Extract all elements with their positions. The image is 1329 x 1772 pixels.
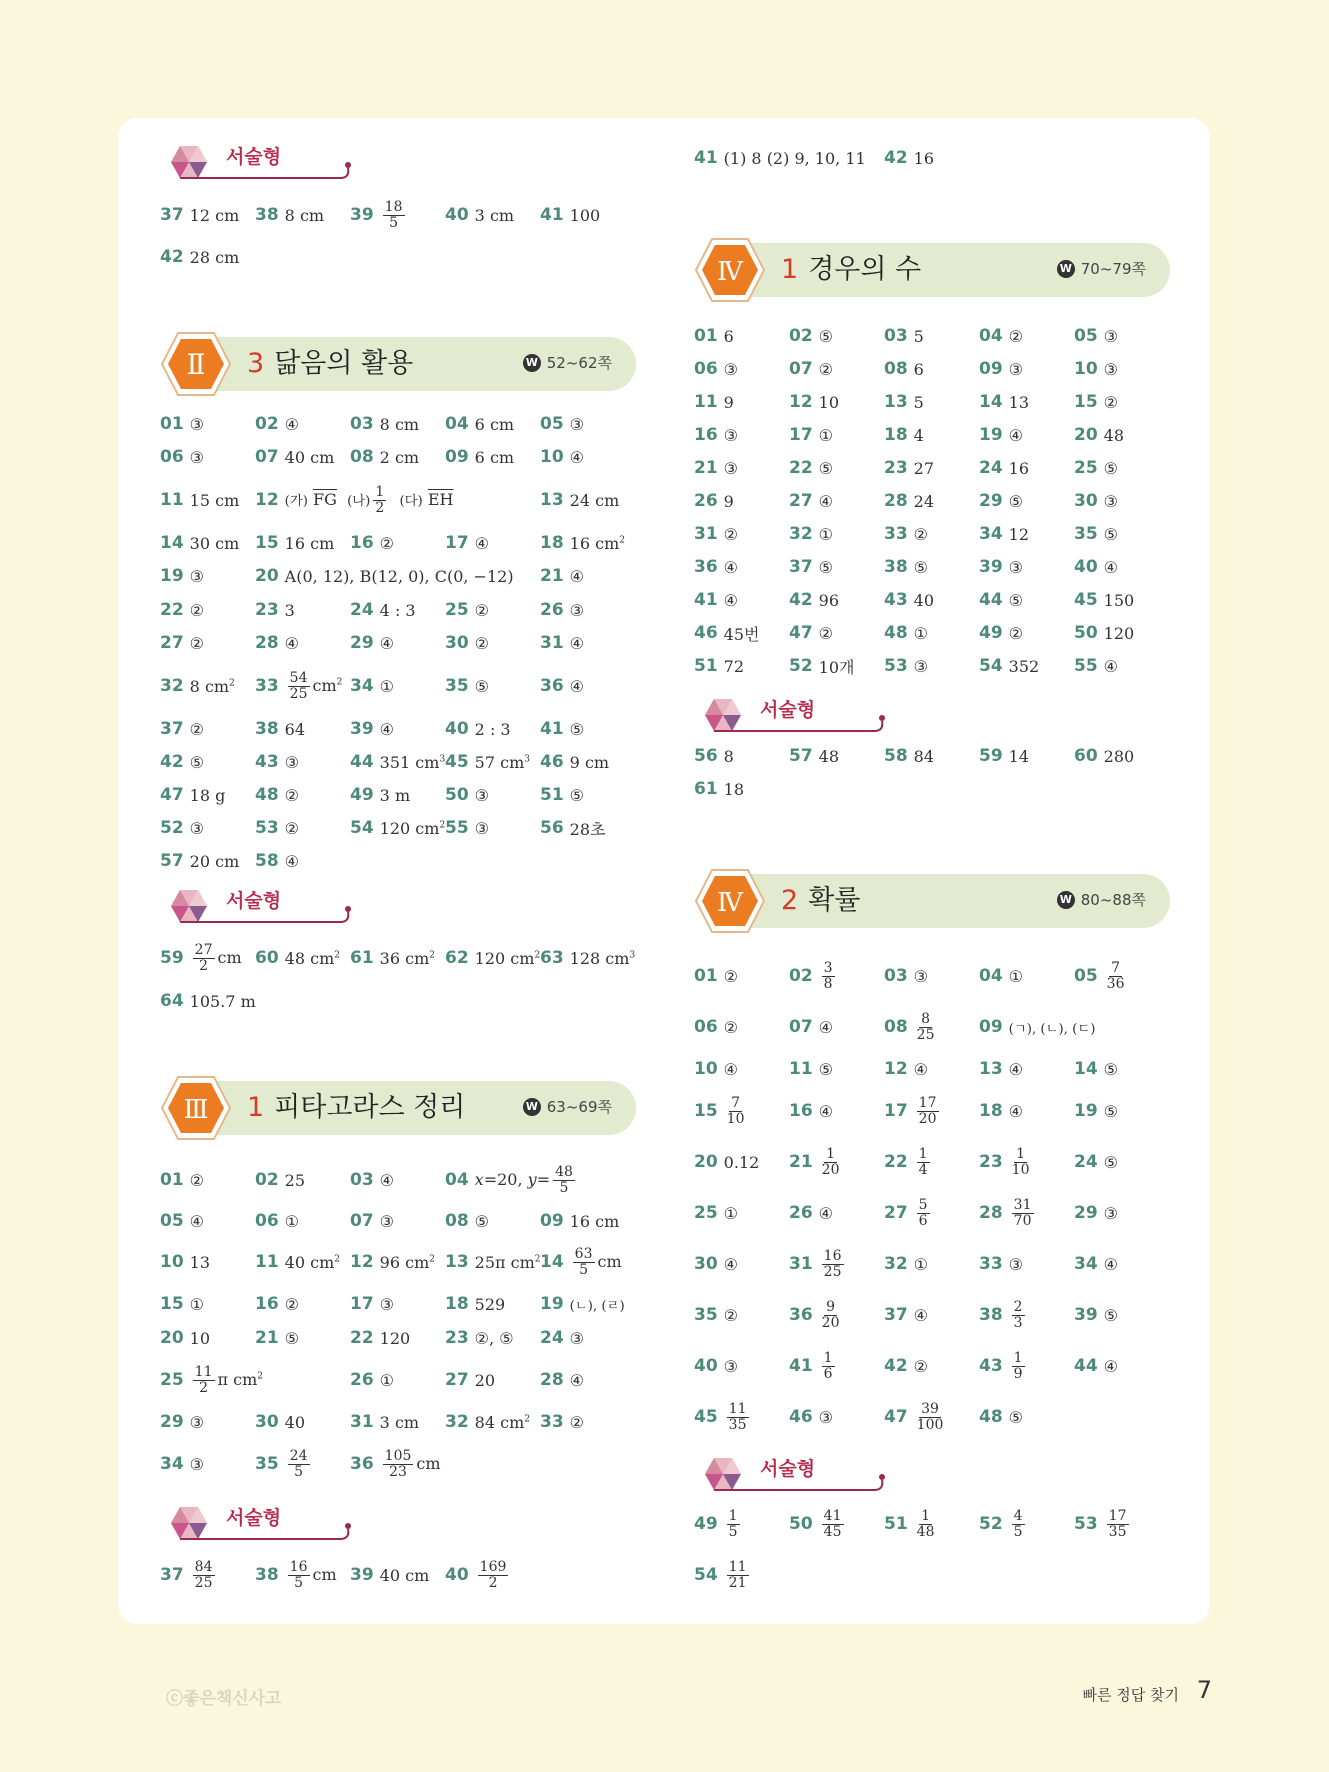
- answer-item: 35 ②: [694, 1305, 739, 1325]
- answer-item: 11 15 cm: [160, 490, 240, 510]
- answer-item: 41 (1) 8 (2) 9, 10, 11: [694, 148, 866, 168]
- answer-item: 40 ④: [1074, 557, 1119, 577]
- answer-item: 21 ④: [540, 566, 585, 586]
- answer-row: [160, 1555, 680, 1595]
- answer-row: [160, 841, 680, 881]
- answer-item: 37 ②: [160, 719, 205, 739]
- answer-row: [160, 938, 680, 978]
- answer-item: 48 ⑤: [979, 1407, 1024, 1427]
- answer-item: 26 ③: [540, 600, 585, 620]
- answer-item: 49 ②: [979, 623, 1024, 643]
- answer-row: [694, 1193, 1214, 1233]
- answer-row: [694, 1244, 1214, 1284]
- chapter-hexagon-icon: [694, 237, 766, 303]
- answer-item: 17 $\frac{17}{20}$: [884, 1094, 937, 1127]
- svg-text:Ⅳ: Ⅳ: [717, 888, 743, 918]
- answer-item: 20 A(0, 12), B(12, 0), C(0, −12): [255, 566, 514, 586]
- answer-item: 18 4: [884, 425, 924, 445]
- answer-item: 41 ④: [694, 590, 739, 610]
- svg-text:Ⅲ: Ⅲ: [183, 1095, 209, 1125]
- answer-item: 34 ③: [160, 1454, 205, 1474]
- answer-item: 32 ①: [789, 524, 834, 544]
- subsection-essay: [694, 1452, 894, 1496]
- answer-row: [694, 1346, 1214, 1386]
- answer-item: 15 ①: [160, 1294, 205, 1314]
- footer-title: 빠른 정답 찾기: [1082, 1686, 1179, 1704]
- answer-item: 33 ②: [540, 1412, 585, 1432]
- section-header-III-1: Ⅲ 1 피타고라스 정리 W 63~69쪽: [160, 1075, 636, 1135]
- answer-row: [694, 1142, 1214, 1182]
- answer-item: 51 ⑤: [540, 785, 585, 805]
- answer-item: 37 $\frac{84}{25}$: [160, 1558, 213, 1591]
- answer-item: 03 ③: [884, 966, 929, 986]
- answer-row: [160, 1318, 680, 1358]
- answer-item: 13 24 cm: [540, 490, 620, 510]
- answer-item: 01 6: [694, 326, 734, 346]
- answer-item: 15 $\frac{7}{10}$: [694, 1094, 745, 1127]
- section-header-IV-1: Ⅳ 1 경우의 수 W 70~79쪽: [694, 237, 1170, 297]
- answer-row: [694, 138, 1214, 178]
- answer-item: 38 ⑤: [884, 557, 929, 577]
- answer-item: 23 $\frac{1}{10}$: [979, 1145, 1030, 1178]
- answer-item: 32 8 $cm^2$: [160, 676, 235, 696]
- answer-item: 39 40 cm: [350, 1565, 430, 1585]
- answer-item: 24 4 : 3: [350, 600, 416, 620]
- answer-item: 48 ②: [255, 785, 300, 805]
- answer-item: 22 120: [350, 1328, 411, 1348]
- answer-row: [694, 1397, 1214, 1437]
- answer-row: [694, 956, 1214, 996]
- answer-row: [694, 769, 1214, 809]
- answer-item: 12 ④: [884, 1059, 929, 1079]
- answer-row: [160, 666, 680, 706]
- answer-row: [160, 1402, 680, 1442]
- answer-item: 18 529: [445, 1294, 506, 1314]
- answer-item: 36 ④: [694, 557, 739, 577]
- answer-item: 09 (ㄱ), (ㄴ), (ㄷ): [979, 1017, 1096, 1037]
- publisher-logo: ⓒ좋은책신사고: [166, 1689, 282, 1709]
- answer-item: 14 30 cm: [160, 533, 240, 553]
- answer-item: 09 ③: [979, 359, 1024, 379]
- svg-text:Ⅳ: Ⅳ: [717, 257, 743, 287]
- answer-item: 05 $\frac{7}{36}$: [1074, 959, 1125, 992]
- answer-item: 19 ③: [160, 566, 205, 586]
- answer-item: 06 ②: [694, 1017, 739, 1037]
- subsection-essay: [694, 693, 894, 737]
- answer-row: [160, 981, 680, 1021]
- answer-item: 50 ③: [445, 785, 490, 805]
- answer-row: [694, 1091, 1214, 1131]
- answer-item: 33 ②: [884, 524, 929, 544]
- answer-item: 46 9 cm: [540, 752, 610, 772]
- answer-row: [160, 1201, 680, 1241]
- answer-item: 41 ⑤: [540, 719, 585, 739]
- answer-item: 12 (가) $\overline{FG}$ (나) $\frac{1}{2}$ (다) $\overline{EH}$: [255, 483, 454, 516]
- answer-item: 59 14: [979, 746, 1030, 766]
- answer-item: 33 $\frac{54}{25}$ $cm^2$: [255, 669, 343, 702]
- answer-item: 62 120 $cm^2$: [445, 948, 541, 968]
- answer-item: 58 84: [884, 746, 935, 766]
- essay-label: 서술형: [226, 1507, 282, 1529]
- answer-item: 40 $\frac{169}{2}$: [445, 1558, 507, 1591]
- answer-item: 16 ②: [255, 1294, 300, 1314]
- answer-item: 47 ②: [789, 623, 834, 643]
- answer-item: 27 ④: [789, 491, 834, 511]
- answer-item: 04 6 cm: [445, 414, 515, 434]
- answer-item: 07 ②: [789, 359, 834, 379]
- answer-item: 20 0.12: [694, 1152, 760, 1172]
- answer-item: 27 ②: [160, 633, 205, 653]
- answer-item: 44 351 $cm^3$: [350, 752, 446, 772]
- answer-item: 04 x=20, y= $\frac{48}{5}$: [445, 1163, 573, 1196]
- answer-item: 42 16: [884, 148, 935, 168]
- answer-item: 11 9: [694, 392, 734, 412]
- answer-item: 30 ④: [694, 1254, 739, 1274]
- essay-label: 서술형: [226, 890, 282, 912]
- answer-item: 64 105.7 m: [160, 991, 256, 1011]
- answer-item: 10 ④: [540, 447, 585, 467]
- page-number: 7: [1196, 1676, 1212, 1704]
- answer-item: 39 $\frac{18}{5}$: [350, 198, 403, 231]
- answer-item: 27 20: [445, 1370, 496, 1390]
- answer-item: 43 ③: [255, 752, 300, 772]
- answer-item: 07 40 cm: [255, 447, 335, 467]
- answer-item: 37 ④: [884, 1305, 929, 1325]
- answer-row: [160, 1160, 680, 1200]
- answer-item: 26 ④: [789, 1203, 834, 1223]
- answer-item: 48 ①: [884, 623, 929, 643]
- answer-item: 04 ②: [979, 326, 1024, 346]
- essay-label: 서술형: [760, 1458, 816, 1480]
- answer-item: 52 $\frac{4}{5}$: [979, 1507, 1023, 1540]
- answer-row: [160, 1242, 680, 1282]
- answer-item: 12 10: [789, 392, 840, 412]
- answer-item: 46 ③: [789, 1407, 834, 1427]
- answer-item: 41 $\frac{1}{6}$: [789, 1349, 833, 1382]
- answer-item: 18 16 $cm^2$: [540, 533, 625, 553]
- answer-item: 23 ②, ⑤: [445, 1328, 514, 1348]
- answer-item: 34 ④: [1074, 1254, 1119, 1274]
- answer-item: 26 9: [694, 491, 734, 511]
- answer-item: 52 10개: [789, 656, 855, 677]
- answer-item: 40 2 : 3: [445, 719, 511, 739]
- answer-item: 56 8: [694, 746, 734, 766]
- answer-item: 12 96 $cm^2$: [350, 1252, 435, 1272]
- answer-item: 50 120: [1074, 623, 1135, 643]
- answer-item: 28 24: [884, 491, 935, 511]
- answer-item: 19 (ㄴ), (ㄹ): [540, 1294, 625, 1314]
- answer-item: 29 ③: [160, 1412, 205, 1432]
- answer-item: 42 ⑤: [160, 752, 205, 772]
- answer-item: 21 ③: [694, 458, 739, 478]
- answer-row: [160, 480, 680, 520]
- answer-item: 05 ③: [540, 414, 585, 434]
- answer-item: 07 ③: [350, 1211, 395, 1231]
- answer-item: 44 ⑤: [979, 590, 1024, 610]
- answer-item: 38 64: [255, 719, 306, 739]
- answer-item: 22 ②: [160, 600, 205, 620]
- answer-item: 14 13: [979, 392, 1030, 412]
- answer-item: 25 $\frac{11}{2}$ π $cm^2$: [160, 1363, 263, 1396]
- answer-item: 58 ④: [255, 851, 300, 871]
- answer-item: 33 ③: [979, 1254, 1024, 1274]
- answer-row: [694, 1049, 1214, 1089]
- answer-item: 14 ⑤: [1074, 1059, 1119, 1079]
- answer-item: 25 ⑤: [1074, 458, 1119, 478]
- answer-item: 03 ④: [350, 1170, 395, 1190]
- answer-item: 19 ④: [979, 425, 1024, 445]
- answer-item: 55 ④: [1074, 656, 1119, 676]
- answer-item: 10 ③: [1074, 359, 1119, 379]
- answer-item: 53 ③: [884, 656, 929, 676]
- answer-item: 57 20 cm: [160, 851, 240, 871]
- answer-item: 16 ②: [350, 533, 395, 553]
- answer-item: 06 ①: [255, 1211, 300, 1231]
- essay-label: 서술형: [760, 699, 816, 721]
- subsection-essay: [160, 1501, 360, 1545]
- answer-item: 49 $\frac{1}{5}$: [694, 1507, 738, 1540]
- answer-item: 46 45번: [694, 623, 760, 644]
- answer-item: 06 ③: [160, 447, 205, 467]
- answer-item: 42 96: [789, 590, 840, 610]
- answer-item: 52 ③: [160, 818, 205, 838]
- answer-item: 54 $\frac{11}{21}$: [694, 1558, 747, 1591]
- answer-item: 29 ③: [1074, 1203, 1119, 1223]
- answer-item: 05 ③: [1074, 326, 1119, 346]
- answer-item: 34 12: [979, 524, 1030, 544]
- answer-item: 08 $\frac{8}{25}$: [884, 1010, 935, 1043]
- answer-item: 01 ②: [160, 1170, 205, 1190]
- answer-item: 42 ②: [884, 1356, 929, 1376]
- answer-item: 13 ④: [979, 1059, 1024, 1079]
- answer-item: 23 3: [255, 600, 295, 620]
- answer-item: 35 ⑤: [1074, 524, 1119, 544]
- answer-item: 37 ⑤: [789, 557, 834, 577]
- answer-item: 40 ③: [694, 1356, 739, 1376]
- answer-item: 53 $\frac{17}{35}$: [1074, 1507, 1127, 1540]
- answer-item: 36 $\frac{9}{20}$: [789, 1298, 840, 1331]
- answer-item: 32 ①: [884, 1254, 929, 1274]
- answer-row: [160, 623, 680, 663]
- answer-item: 24 16: [979, 458, 1030, 478]
- answer-item: 21 ⑤: [255, 1328, 300, 1348]
- answer-item: 28 ④: [540, 1370, 585, 1390]
- answer-item: 05 ④: [160, 1211, 205, 1231]
- answer-item: 24 ③: [540, 1328, 585, 1348]
- section-header-IV-2: Ⅳ 2 확률 W 80~88쪽: [694, 868, 1170, 928]
- answer-item: 34 ①: [350, 676, 395, 696]
- answer-item: 10 ④: [694, 1059, 739, 1079]
- answer-item: 30 ②: [445, 633, 490, 653]
- answer-row: [694, 1007, 1214, 1047]
- answer-item: 25 ①: [694, 1203, 739, 1223]
- answer-item: 31 $\frac{16}{25}$: [789, 1247, 842, 1280]
- answer-item: 19 ⑤: [1074, 1101, 1119, 1121]
- answer-item: 60 48 $cm^2$: [255, 948, 340, 968]
- answer-item: 08 6: [884, 359, 924, 379]
- subsection-essay: [160, 140, 360, 184]
- answer-item: 63 128 $cm^3$: [540, 948, 636, 968]
- answer-item: 15 16 cm: [255, 533, 335, 553]
- answer-item: 44 ④: [1074, 1356, 1119, 1376]
- answer-item: 27 $\frac{5}{6}$: [884, 1196, 928, 1229]
- answer-row: [694, 1504, 1214, 1544]
- answer-item: 35 ⑤: [445, 676, 490, 696]
- answer-item: 20 10: [160, 1328, 211, 1348]
- answer-item: 31 3 cm: [350, 1412, 420, 1432]
- answer-item: 56 28초: [540, 818, 606, 839]
- answer-item: 29 ⑤: [979, 491, 1024, 511]
- answer-item: 53 ②: [255, 818, 300, 838]
- answer-item: 25 ②: [445, 600, 490, 620]
- answer-item: 31 ②: [694, 524, 739, 544]
- answer-item: 32 84 $cm^2$: [445, 1412, 530, 1432]
- essay-label: 서술형: [226, 146, 282, 168]
- answer-item: 61 18: [694, 779, 745, 799]
- answer-item: 22 $\frac{1}{4}$: [884, 1145, 928, 1178]
- answer-item: 28 $\frac{31}{70}$: [979, 1196, 1032, 1229]
- answer-item: 17 ①: [789, 425, 834, 445]
- svg-text:Ⅱ: Ⅱ: [186, 348, 206, 381]
- answer-item: 22 ⑤: [789, 458, 834, 478]
- chapter-hexagon-icon: [694, 868, 766, 934]
- answer-item: 10 13: [160, 1252, 211, 1272]
- subsection-essay: [160, 884, 360, 928]
- answer-item: 26 ①: [350, 1370, 395, 1390]
- answer-item: 41 100: [540, 205, 601, 225]
- answer-item: 16 ④: [789, 1101, 834, 1121]
- answer-item: 30 ③: [1074, 491, 1119, 511]
- answer-row: [694, 646, 1214, 686]
- answer-item: 09 6 cm: [445, 447, 515, 467]
- answer-row: [160, 437, 680, 477]
- answer-item: 02 $\frac{3}{8}$: [789, 959, 833, 992]
- answer-item: 51 72: [694, 656, 745, 676]
- answer-item: 20 48: [1074, 425, 1125, 445]
- answer-item: 61 36 $cm^2$: [350, 948, 435, 968]
- answer-item: 13 5: [884, 392, 924, 412]
- answer-item: 43 40: [884, 590, 935, 610]
- answer-item: 49 3 m: [350, 785, 411, 805]
- answer-item: 45 150: [1074, 590, 1135, 610]
- answer-item: 13 25π $cm^2$: [445, 1252, 541, 1272]
- answer-item: 51 $\frac{1}{48}$: [884, 1507, 935, 1540]
- answer-row: [694, 1555, 1214, 1595]
- answer-item: 15 ②: [1074, 392, 1119, 412]
- answer-item: 38 $\frac{16}{5}$ cm: [255, 1558, 337, 1591]
- answer-item: 45 $\frac{11}{35}$: [694, 1400, 747, 1433]
- answer-item: 54 352: [979, 656, 1040, 676]
- answer-item: 23 27: [884, 458, 935, 478]
- answer-item: 11 ⑤: [789, 1059, 834, 1079]
- answer-item: 36 $\frac{105}{23}$ cm: [350, 1447, 441, 1480]
- answer-item: 08 ⑤: [445, 1211, 490, 1231]
- answer-item: 47 $\frac{39}{100}$: [884, 1400, 944, 1433]
- answer-row: [160, 195, 680, 235]
- answer-item: 18 ④: [979, 1101, 1024, 1121]
- answer-item: 14 $\frac{63}{5}$ cm: [540, 1245, 622, 1278]
- answer-item: 09 16 cm: [540, 1211, 620, 1231]
- answer-item: 07 ④: [789, 1017, 834, 1037]
- answer-item: 39 ③: [979, 557, 1024, 577]
- answer-item: 06 ③: [694, 359, 739, 379]
- answer-item: 59 $\frac{27}{2}$ cm: [160, 941, 242, 974]
- answer-item: 28 ④: [255, 633, 300, 653]
- answer-item: 03 8 cm: [350, 414, 420, 434]
- answer-item: 17 ③: [350, 1294, 395, 1314]
- answer-item: 55 ③: [445, 818, 490, 838]
- answer-item: 36 ④: [540, 676, 585, 696]
- answer-item: 60 280: [1074, 746, 1135, 766]
- answer-item: 16 ③: [694, 425, 739, 445]
- answer-item: 38 $\frac{2}{3}$: [979, 1298, 1023, 1331]
- answer-item: 57 48: [789, 746, 840, 766]
- answer-item: 39 ⑤: [1074, 1305, 1119, 1325]
- answer-item: 02 25: [255, 1170, 306, 1190]
- answer-row: [160, 1444, 680, 1484]
- answer-item: 02 ④: [255, 414, 300, 434]
- answer-item: 54 120 $cm^2$: [350, 818, 446, 838]
- answer-row: [694, 1295, 1214, 1335]
- answer-item: 43 $\frac{1}{9}$: [979, 1349, 1023, 1382]
- answer-item: 17 ④: [445, 533, 490, 553]
- answer-item: 45 57 $cm^3$: [445, 752, 530, 772]
- answer-item: 04 ①: [979, 966, 1024, 986]
- answer-item: 08 2 cm: [350, 447, 420, 467]
- answer-item: 35 $\frac{24}{5}$: [255, 1447, 308, 1480]
- answer-item: 01 ③: [160, 414, 205, 434]
- answer-item: 42 28 cm: [160, 247, 240, 267]
- answer-item: 38 8 cm: [255, 205, 325, 225]
- answer-item: 39 ④: [350, 719, 395, 739]
- section-header-II-3: Ⅱ 3 닮음의 활용 W 52~62쪽: [160, 331, 636, 391]
- chapter-hexagon-icon: [160, 331, 232, 397]
- answer-item: 24 ⑤: [1074, 1152, 1119, 1172]
- answer-item: 47 18 g: [160, 785, 226, 805]
- answer-row: [160, 1360, 680, 1400]
- chapter-hexagon-icon: [160, 1075, 232, 1141]
- answer-item: 21 $\frac{1}{20}$: [789, 1145, 840, 1178]
- answer-item: 29 ④: [350, 633, 395, 653]
- answer-item: 02 ⑤: [789, 326, 834, 346]
- answer-item: 03 5: [884, 326, 924, 346]
- answer-item: 31 ④: [540, 633, 585, 653]
- answer-item: 40 3 cm: [445, 205, 515, 225]
- answer-item: 37 12 cm: [160, 205, 240, 225]
- answer-item: 01 ②: [694, 966, 739, 986]
- answer-item: 50 $\frac{41}{45}$: [789, 1507, 842, 1540]
- answer-item: 30 40: [255, 1412, 306, 1432]
- answer-item: 11 40 $cm^2$: [255, 1252, 340, 1272]
